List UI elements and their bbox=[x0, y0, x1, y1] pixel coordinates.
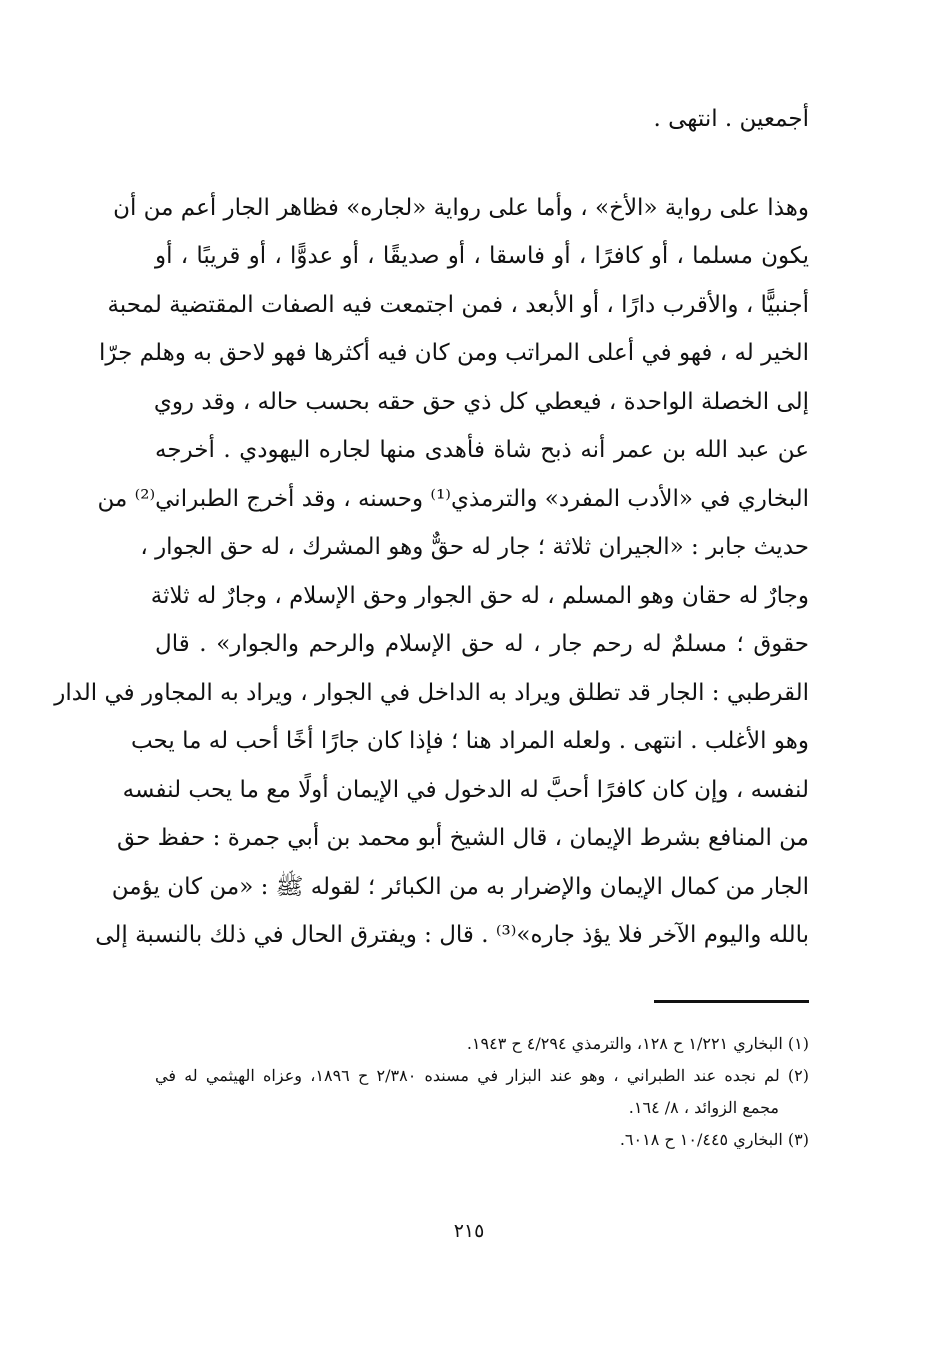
text-line: وهذا على رواية «الأخ» ، وأما على رواية «لجاره» فظاهر الجار أعم من أن bbox=[113, 194, 809, 221]
text-line: بالله واليوم الآخر فلا يؤذ جاره»⁽³⁾ . قال : ويفترق الحال في ذلك بالنسبة إلى bbox=[95, 922, 809, 948]
text-line: البخاري في «الأدب المفرد» والترمذي⁽¹⁾ وحسنه ، وقد أخرج الطبراني⁽²⁾ من bbox=[97, 485, 809, 512]
text-line: حقوق ؛ مسلمٌ له رحم جار ، له حق الإسلام والرحم والجوار» . قال bbox=[155, 631, 809, 657]
text-line: القرطبي : الجار قد تطلق ويراد به الداخل في الجوار ، ويراد به المجاور في الدار bbox=[54, 679, 809, 706]
footnote-2-continuation: مجمع الزوائد ، ٨/ ١٦٤. bbox=[628, 1098, 779, 1117]
footnote-2: (٢) لم نجده عند الطبراني ، وهو عند البزار في مسنده ٢/٣٨٠ ح ١٨٩٦، وعزاه الهيثمي له في bbox=[155, 1066, 810, 1085]
text-line: وهو الأغلب . انتهى . ولعله المراد هنا ؛ فإذا كان جارًا أخًا أحب له ما يحب bbox=[130, 728, 809, 754]
footnote-1: (١) البخاري ١/٢٢١ ح ١٢٨، والترمذي ٤/٢٩٤ ح ١٩٤٣. bbox=[466, 1034, 809, 1053]
footnotes bbox=[155, 1028, 809, 1156]
text-line: إلى الخصلة الواحدة ، فيعطي كل ذي حق حقه بحسب حاله ، وقد روي bbox=[153, 388, 809, 415]
text-line: الخير له ، فهو في أعلى المراتب ومن كان فيه أكثرها فهو لاحق به وهلم جرّا bbox=[99, 340, 809, 366]
text-line: الجار من كمال الإيمان والإضرار به من الكبائر ؛ لقوله ﷺ : «من كان يؤمن bbox=[111, 873, 809, 900]
text-line: وجارٌ له حقان وهو المسلم ، له حق الجوار وحق الإسلام ، وجارٌ له ثلاثة bbox=[150, 582, 809, 609]
text-line: أجنبيًّا ، والأقرب دارًا ، أو الأبعد ، فمن اجتمعت فيه الصفات المقتضية لمحبة bbox=[107, 291, 809, 318]
text-line: من المنافع بشرط الإيمان ، قال الشيخ أبو محمد بن أبي جمرة : حفظ حق bbox=[116, 825, 809, 851]
footnote-3: (٣) البخاري ١٠/٤٤٥ ح ٦٠١٨. bbox=[619, 1130, 809, 1149]
main-text bbox=[54, 95, 809, 960]
text-line: عن عبد الله بن عمر أنه ذبح شاة فأهدى منها لجاره اليهودي . أخرجه bbox=[155, 437, 809, 463]
footnote-separator bbox=[654, 1000, 809, 1003]
text-line: يكون مسلما ، أو كافرًا ، أو فاسقا ، أو صديقًا ، أو عدوًّا ، أو قريبًا ، أو bbox=[155, 243, 809, 269]
text-line: حديث جابر : «الجيران ثلاثة ؛ جار له حقٌّ وهو المشرك ، له حق الجوار ، bbox=[140, 534, 809, 560]
text-line: أجمعين . انتهى . bbox=[653, 106, 809, 132]
page-number: ٢١٥ bbox=[453, 1220, 485, 1242]
text-line: لنفسه ، وإن كان كافرًا أحبَّ له الدخول في الإيمان أولًا مع ما يحب لنفسه bbox=[122, 776, 809, 803]
